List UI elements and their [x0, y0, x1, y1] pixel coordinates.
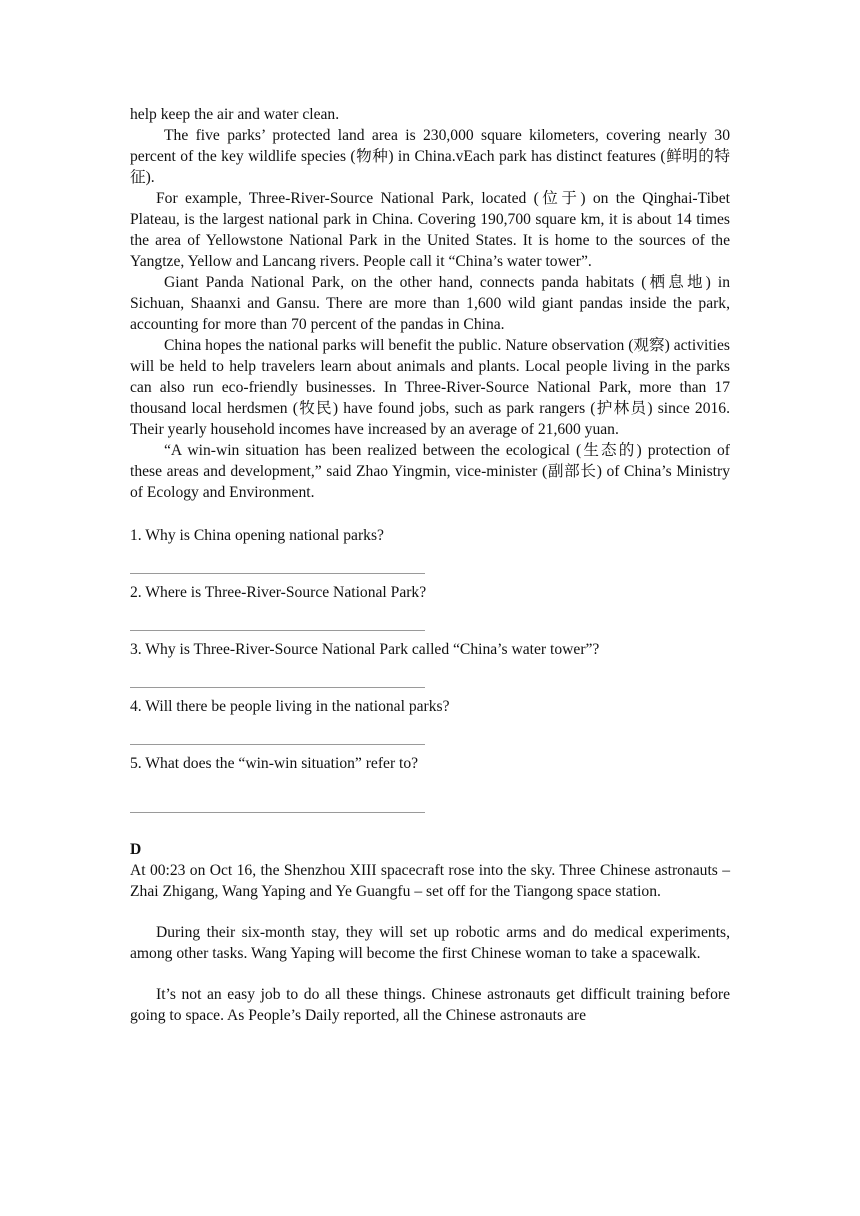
- paragraph-d-3: It’s not an easy job to do all these things. Chinese astronauts get difficult training before going to space. As People’s Daily reported, all the Chinese astronauts are: [130, 986, 730, 1024]
- question-2: 2. Where is Three-River-Source National Park?: [130, 584, 427, 601]
- paragraph-c-5: China hopes the national parks will benefit the public. Nature observation (观察) activities will be held to help travelers learn about animals and plants. Local people living in the parks can also run eco-friendly businesses. In Three-River-Source National Park, more than 17 thousand local herdsmen (牧民) have found jobs, such as park rangers (护林员) since 2016. Their yearly household incomes have increased by an average of 21,600 yuan.: [130, 337, 730, 438]
- answer-line-1[interactable]: [130, 573, 425, 574]
- question-5: 5. What does the “win-win situation” refer to?: [130, 755, 419, 772]
- document-page: [130, 104, 730, 1026]
- answer-line-2[interactable]: [130, 630, 425, 631]
- paragraph-d-2: During their six-month stay, they will set up robotic arms and do medical experiments, among other tasks. Wang Yaping will become the first Chinese woman to take a spacewalk.: [130, 924, 730, 962]
- answer-line-3[interactable]: [130, 687, 425, 688]
- paragraph-c-2: The five parks’ protected land area is 230,000 square kilometers, covering nearly 30 percent of the key wildlife species (物种) in China.vEach park has distinct features (鲜明的特征).: [130, 127, 730, 186]
- paragraph-c-1: help keep the air and water clean.: [130, 106, 340, 123]
- question-3: 3. Why is Three-River-Source National Park called “China’s water tower”?: [130, 641, 600, 658]
- section-heading-d: D: [130, 841, 142, 858]
- questions-block: [130, 525, 730, 813]
- paragraph-c-4: Giant Panda National Park, on the other hand, connects panda habitats (栖息地) in Sichuan, Shaanxi and Gansu. There are more than 1,600 wild giant pandas inside the park, accounting for more than 70 percent of the pandas in China.: [130, 274, 730, 333]
- answer-line-5[interactable]: [130, 812, 425, 813]
- paragraph-d-1: At 00:23 on Oct 16, the Shenzhou XIII spacecraft rose into the sky. Three Chinese astronauts – Zhai Zhigang, Wang Yaping and Ye Guangfu – set off for the Tiangong space station.: [130, 862, 730, 900]
- question-4: 4. Will there be people living in the national parks?: [130, 698, 450, 715]
- question-1: 1. Why is China opening national parks?: [130, 527, 384, 544]
- answer-line-4[interactable]: [130, 744, 425, 745]
- paragraph-c-3: For example, Three-River-Source National Park, located (位于) on the Qinghai-Tibet Plateau, is the largest national park in China. Covering 190,700 square km, it is about 14 times the area of Yellowstone National Park in the United States. It is home to the sources of the Yangtze, Yellow and Lancang rivers. People call it “China’s water tower”.: [130, 190, 730, 270]
- paragraph-c-6: “A win-win situation has been realized between the ecological (生态的) protection of these areas and development,” said Zhao Yingmin, vice-minister (副部长) of China’s Ministry of Ecology and Environment.: [130, 442, 730, 501]
